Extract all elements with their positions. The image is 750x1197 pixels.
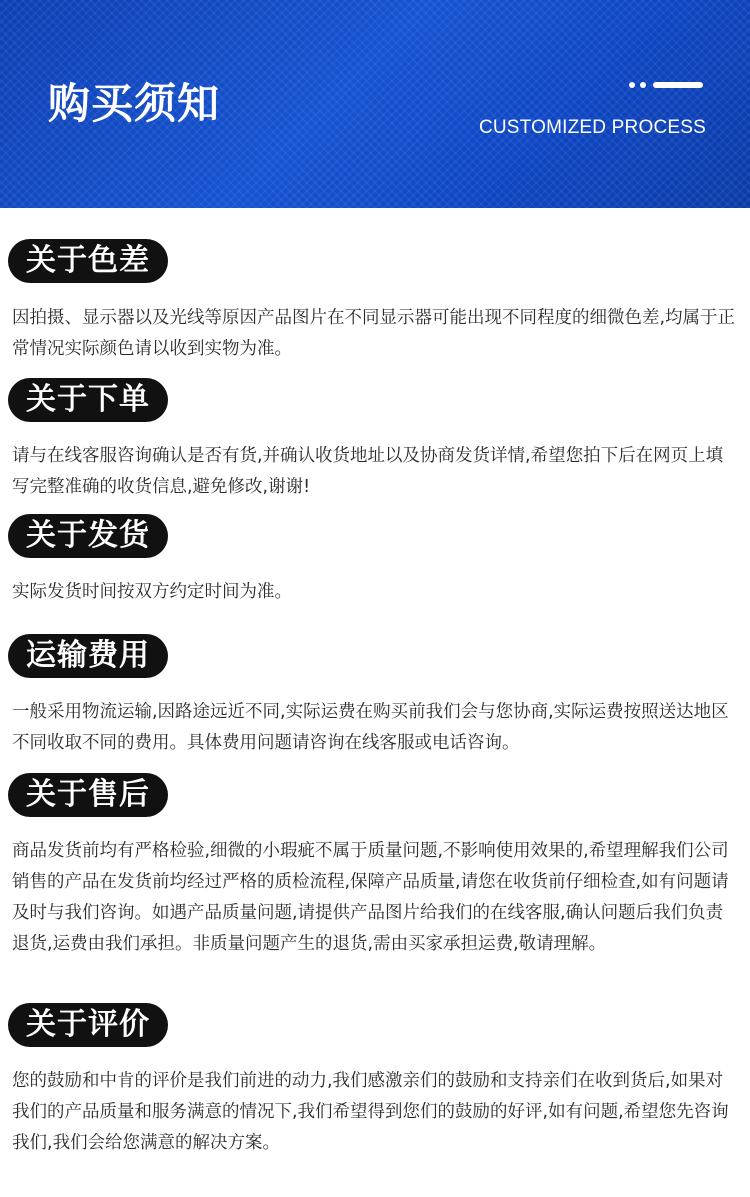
- header-banner: [0, 0, 750, 208]
- page-subtitle: CUSTOMIZED PROCESS: [478, 117, 706, 138]
- section-heading-shipping: 关于发货: [8, 514, 168, 558]
- decorative-dots-icon: [629, 81, 705, 89]
- section-body-ordering: 请与在线客服咨询确认是否有货,并确认收货地址以及协商发货详情,希望您拍下后在网页上填写完整准确的收货信息,避免修改,谢谢!: [12, 446, 724, 497]
- section-heading-after-sales: 关于售后: [8, 773, 168, 817]
- section-body-reviews: 您的鼓励和中肯的评价是我们前进的动力,我们感激亲们的鼓励和支持亲们在收到货后,如果对我们的产品质量和服务满意的情况下,我们希望得到您们的鼓励的好评,如有问题,希望您先咨询我们,我们会给您满意的解决方案。: [12, 1071, 729, 1153]
- section-body-after-sales: 商品发货前均有严格检验,细微的小瑕疵不属于质量问题,不影响使用效果的,希望理解我们公司销售的产品在发货前均经过严格的质检流程,保障产品质量,请您在收货前仔细检查,如有问题请及时与我们咨询。如遇产品质量问题,请提供产品图片给我们的在线客服,确认问题后我们负责退货,运费由我们承担。非质量问题产生的退货,需由买家承担运费,敬请理解。: [12, 841, 729, 954]
- section-heading-ordering: 关于下单: [8, 378, 168, 422]
- section-heading-reviews: 关于评价: [8, 1003, 168, 1047]
- section-heading-freight: 运输费用: [8, 634, 168, 678]
- section-body-color-difference: 因拍摄、显示器以及光线等原因产品图片在不同显示器可能出现不同程度的细微色差,均属于正常情况实际颜色请以收到实物为准。: [12, 308, 736, 359]
- section-heading-color-difference: 关于色差: [8, 239, 168, 283]
- page-title: 购买须知: [48, 79, 221, 128]
- section-body-shipping: 实际发货时间按双方约定时间为准。: [12, 582, 292, 602]
- section-body-freight: 一般采用物流运输,因路途远近不同,实际运费在购买前我们会与您协商,实际运费按照送达地区不同收取不同的费用。具体费用问题请咨询在线客服或电话咨询。: [12, 702, 729, 753]
